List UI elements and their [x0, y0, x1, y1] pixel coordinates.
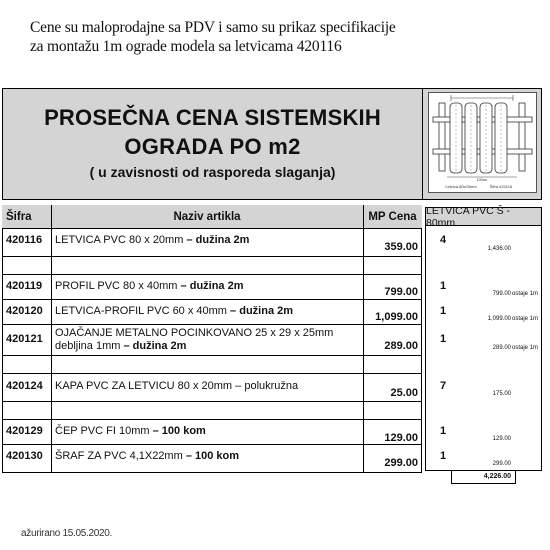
item-code: 420116 [6, 234, 43, 246]
header-name: Naziv artikla [51, 205, 363, 228]
item-name [55, 327, 360, 353]
item-name-bold: dužina 2m [132, 340, 187, 352]
item-price: 289.00 [384, 340, 418, 352]
item-qty: 1 [440, 450, 447, 462]
item-name-plain: OJAČANJE METALNO POCINKOVANO 25 x 29 x 25mm [55, 327, 334, 339]
item-name-bold: 100 kom [161, 425, 206, 437]
item-name-plain: PROFIL PVC 80 x 40mm [55, 280, 178, 292]
row-line [2, 274, 422, 275]
item-name-dash: – [230, 305, 237, 317]
title-line-2: OGRADA PO m2 [124, 134, 301, 159]
fence-diagram-box [422, 88, 542, 200]
item-qty: 1 [440, 425, 447, 437]
item-qty: 1 [440, 333, 447, 345]
item-name [55, 280, 360, 293]
item-amount: 299.00 [492, 461, 511, 467]
item-name [55, 425, 360, 438]
row-line [2, 299, 422, 300]
header-code: Šifra [2, 205, 51, 228]
price-note-line-2: za montažu 1m ograde modela sa letvicama 420116 [30, 38, 342, 55]
item-price: 129.00 [384, 432, 418, 444]
item-name-dash: – [186, 234, 193, 246]
item-code: 420119 [6, 280, 43, 292]
header-slat: LETVICA PVC Š - 80mm [425, 207, 542, 226]
row-line [2, 444, 422, 445]
item-name [55, 380, 360, 393]
diagram-dimension-label: 100cm [476, 178, 488, 182]
item-price: 25.00 [390, 387, 418, 399]
item-name-bold: dužina 2m [195, 234, 250, 246]
item-qty: 1 [440, 305, 447, 317]
item-amount: 175.00 [492, 391, 511, 397]
item-name [55, 234, 360, 247]
row-line [2, 324, 422, 325]
item-code: 420129 [6, 425, 43, 437]
col-divider-price [363, 205, 364, 473]
item-name-dash: – [235, 380, 242, 392]
row-line [2, 355, 422, 356]
col-divider-code [51, 205, 52, 473]
price-note-line-1: Cene su maloprodajne sa PDV i samo su prikaz specifikacije [30, 19, 396, 36]
total-amount: 4,226.00 [451, 470, 516, 484]
title-box [2, 88, 422, 200]
item-name-plain: KAPA PVC ZA LETVICU 80 x 20mm [55, 380, 233, 392]
item-name-suffix: polukružna [244, 380, 299, 392]
item-name-dash: – [185, 450, 192, 462]
item-amount: 799.00 [492, 291, 511, 297]
item-name-dash: – [123, 340, 130, 352]
row-line [2, 373, 422, 374]
header-price: MP Cena [363, 205, 422, 228]
item-name [55, 305, 360, 318]
price-note [30, 18, 396, 56]
item-price: 799.00 [384, 286, 418, 298]
row-line [2, 401, 422, 402]
item-code: 420120 [6, 305, 43, 317]
item-name [55, 450, 360, 463]
item-name-plain: ŠRAF ZA PVC 4,1X22mm [55, 450, 183, 462]
item-name-plain: LETVICA-PROFIL PVC 60 x 40mm [55, 305, 227, 317]
item-price: 299.00 [384, 457, 418, 469]
item-name-bold: 100 kom [195, 450, 240, 462]
item-amount: 289.00 [492, 345, 511, 351]
row-line [2, 228, 422, 229]
updated-date: ažurirano 15.05.2020. [21, 528, 112, 539]
row-line [2, 419, 422, 420]
row-line [2, 256, 422, 257]
item-extra: ostaje 1m [512, 345, 539, 351]
item-code: 420121 [6, 333, 43, 345]
title-subtitle: ( u zavisnosti od rasporeda slaganja) [89, 164, 336, 180]
item-extra: ostaje 1m [512, 291, 539, 297]
title-line-1: PROSEČNA CENA SISTEMSKIH [44, 105, 381, 130]
item-qty: 1 [440, 280, 447, 292]
item-amount: 129.00 [492, 436, 511, 442]
diagram-caption-a: Letvica 80x20mm [445, 184, 477, 189]
item-name-bold: dužina 2m [239, 305, 294, 317]
item-price: 1,099.00 [375, 311, 418, 323]
item-code: 420130 [6, 450, 43, 462]
fence-drawing [429, 93, 536, 192]
item-name-plain-2: debljina 1mm [55, 340, 121, 352]
item-name-dash: – [180, 280, 187, 292]
item-qty: 7 [440, 380, 447, 392]
fence-diagram [428, 92, 537, 193]
item-name-plain: LETVICA PVC 80 x 20mm [55, 234, 184, 246]
item-name-plain: ČEP PVC FI 10mm [55, 425, 150, 437]
item-code: 420124 [6, 380, 43, 392]
item-qty: 4 [440, 234, 447, 246]
item-extra: ostaje 1m [512, 316, 539, 322]
item-name-dash: – [152, 425, 159, 437]
item-price: 359.00 [384, 241, 418, 253]
item-name-bold: dužina 2m [189, 280, 244, 292]
item-amount: 1,099.00 [487, 316, 511, 322]
item-amount: 1,436.00 [487, 246, 511, 252]
diagram-caption-b: Šifra 420116 [489, 184, 513, 189]
row-line [2, 472, 422, 473]
